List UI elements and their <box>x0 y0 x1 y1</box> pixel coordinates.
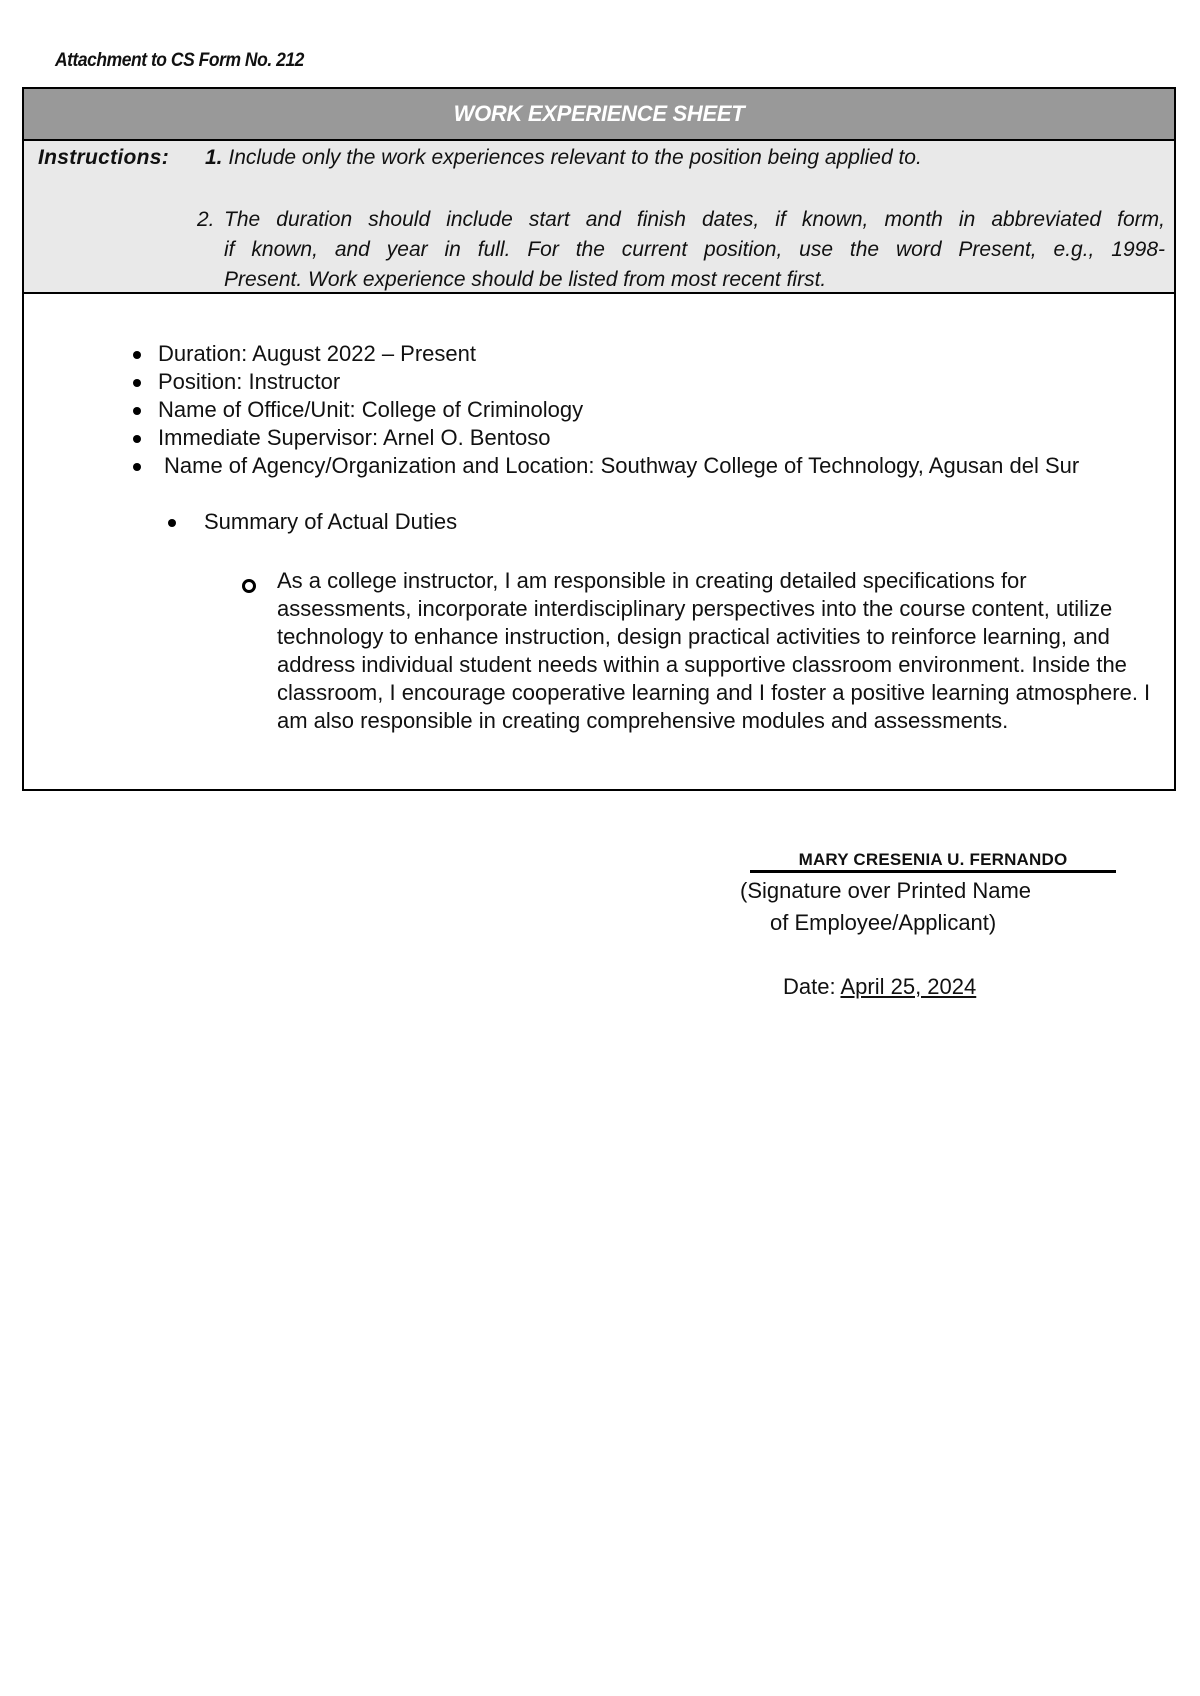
instruction-2-line-1: The duration should include start and finish dates, if known, month in abbreviated form, <box>224 208 1165 231</box>
date-row <box>783 974 976 1000</box>
instructions-label: Instructions: <box>38 146 170 169</box>
signature-caption-line-2: of Employee/Applicant) <box>770 910 997 935</box>
instruction-2-number: 2. <box>197 208 215 231</box>
instruction-item-1 <box>205 146 922 170</box>
signatory-name: MARY CRESENIA U. FERNANDO <box>750 850 1116 873</box>
instruction-2-line-2: if known, and year in full. For the current position, use the word Present, e.g., 1998- <box>224 238 1165 261</box>
date-value: April 25, 2024 <box>840 974 977 999</box>
sheet-title: WORK EXPERIENCE SHEET <box>24 89 1174 141</box>
signature-caption-line-1: (Signature over Printed Name <box>740 878 1032 903</box>
agency-item: Name of Agency/Organization and Location: Southway College of Technology, Agusan del Sur <box>106 452 1079 480</box>
instruction-1-number: 1. <box>205 146 223 169</box>
summary-label: Summary of Actual Duties <box>204 509 458 534</box>
instruction-2-line-3: Present. Work experience should be listed from most recent first. <box>224 268 827 291</box>
supervisor-item: Immediate Supervisor: Arnel O. Bentoso <box>106 424 1079 452</box>
hollow-bullet-icon <box>242 579 256 593</box>
instructions-section <box>24 141 1174 294</box>
attachment-label: Attachment to CS Form No. 212 <box>55 50 304 71</box>
duties-description: As a college instructor, I am responsible in creating detailed specifications for assessments, incorporate interdisciplinary perspectives into the course content, utilize technology to enhance instruction, design practical activities to reinforce learning, and address individual student needs within a supportive classroom environment. Inside the classroom, I encourage cooperative learning and I foster a positive learning atmosphere. I am also responsible in creating comprehensive modules and assessments. <box>277 568 1151 733</box>
duration-item: Duration: August 2022 – Present <box>106 340 1079 368</box>
summary-bullet-icon <box>168 519 176 527</box>
date-label: Date: <box>783 974 841 999</box>
experience-details-list <box>106 340 1079 480</box>
position-item: Position: Instructor <box>106 368 1079 396</box>
work-experience-sheet <box>22 87 1176 791</box>
instruction-1-text: Include only the work experiences relevant to the position being applied to. <box>228 146 922 169</box>
instruction-item-2 <box>197 205 1165 295</box>
office-item: Name of Office/Unit: College of Criminology <box>106 396 1079 424</box>
